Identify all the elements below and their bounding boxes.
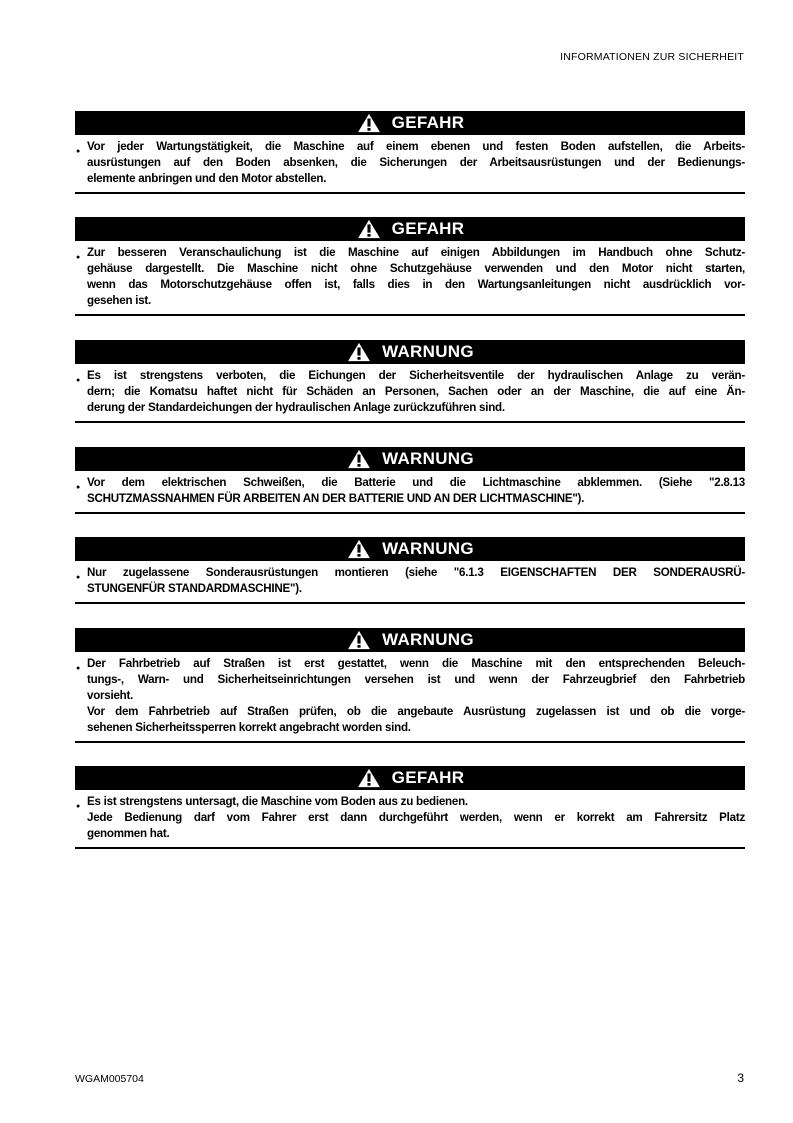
text-line: Zur besseren Veranschaulichung ist die Maschine auf einigen Abbildungen im Handbuch ohne Schutz- (87, 246, 745, 259)
warning-triangle-icon (346, 449, 372, 469)
text-line: Jede Bedienung darf vom Fahrer erst dann durchgeführt werden, wenn er korrekt am Fahrersitz Platz (87, 811, 745, 824)
signal-word: WARNUNG (382, 449, 474, 468)
signal-word-bar (75, 628, 745, 652)
text-line: gehäuse dargestellt. Die Maschine nicht ohne Schutzgehäuse verwenden und den Motor nicht starten, (87, 262, 745, 275)
warning-triangle-icon (356, 219, 382, 239)
bullet-icon: ● (76, 574, 80, 581)
notice-text (75, 364, 745, 423)
notice-text (75, 241, 745, 316)
bullet-icon: ● (76, 254, 80, 261)
notice-text (75, 471, 745, 514)
bullet-icon: ● (76, 665, 80, 672)
signal-word: GEFAHR (391, 113, 465, 132)
notice-text (75, 790, 745, 849)
bullet-icon: ● (76, 484, 80, 491)
safety-notice-gefahr (75, 217, 745, 316)
text-line: Vor dem elektrischen Schweißen, die Batterie und die Lichtmaschine abklemmen. (Siehe "2.8.13 (87, 476, 745, 489)
warning-triangle-icon (346, 342, 372, 362)
notice-text (75, 135, 745, 194)
text-line: Der Fahrbetrieb auf Straßen ist erst gestattet, wenn die Maschine mit den entsprechenden Beleuch- (87, 657, 745, 670)
text-line: vorsieht. (87, 689, 134, 702)
text-line: Nur zugelassene Sonderausrüstungen montieren (siehe "6.1.3 EIGENSCHAFTEN DER SONDERAUSRÜ- (87, 566, 745, 579)
safety-notice-gefahr (75, 111, 745, 194)
safety-notice-gefahr (75, 766, 745, 849)
text-line: Es ist strengstens verboten, die Eichungen der Sicherheitsventile der hydraulischen Anlage zu verän- (87, 369, 745, 382)
text-line: SCHUTZMASSNAHMEN FÜR ARBEITEN AN DER BATTERIE UND AN DER LICHTMASCHINE"). (87, 492, 585, 505)
warning-triangle-icon (356, 768, 382, 788)
signal-word: GEFAHR (391, 768, 465, 787)
text-line: derung der Standardeichungen der hydraulischen Anlage zurückzuführen sind. (87, 401, 505, 414)
notice-text (75, 652, 745, 743)
safety-notice-warnung (75, 447, 745, 514)
warning-triangle-icon (346, 630, 372, 650)
bullet-icon: ● (76, 148, 80, 155)
text-line: elemente anbringen und den Motor abstellen. (87, 172, 327, 185)
text-line: STUNGENFÜR STANDARDMASCHINE"). (87, 582, 302, 595)
safety-notice-warnung (75, 537, 745, 604)
signal-word: WARNUNG (382, 630, 474, 649)
signal-word-bar (75, 340, 745, 364)
text-line: genommen hat. (87, 827, 170, 840)
notice-text (75, 561, 745, 604)
text-line: gesehen ist. (87, 294, 152, 307)
signal-word-bar (75, 217, 745, 241)
text-line: ausrüstungen auf den Boden absenken, die Sicherungen der Arbeitsausrüstungen und der Bedienungs- (87, 156, 745, 169)
text-line: Vor jeder Wartungstätigkeit, die Maschine auf einem ebenen und festen Boden aufstellen, die Arbeits- (87, 140, 745, 153)
warning-triangle-icon (346, 539, 372, 559)
signal-word-bar (75, 447, 745, 471)
signal-word-bar (75, 111, 745, 135)
warning-triangle-icon (356, 113, 382, 133)
safety-notice-warnung (75, 340, 745, 423)
bullet-icon: ● (76, 803, 80, 810)
text-line: wenn das Motorschutzgehäuse offen ist, falls dies in den Wartungsanleitungen nicht ausdrücklich vor- (87, 278, 745, 291)
bullet-icon: ● (76, 377, 80, 384)
text-line: tungs-, Warn- und Sicherheitseinrichtungen versehen ist und wenn der Fahrzeugbrief den Fahrbetrieb (87, 673, 745, 686)
document-code: WGAM005704 (75, 1073, 144, 1085)
text-line: Vor dem Fahrbetrieb auf Straßen prüfen, ob die angebaute Ausrüstung zugelassen ist und ob die vorge- (87, 705, 745, 718)
safety-notice-warnung (75, 628, 745, 743)
text-line: sehenen Sicherheitssperren korrekt angebracht worden sind. (87, 721, 411, 734)
signal-word-bar (75, 537, 745, 561)
signal-word: WARNUNG (382, 342, 474, 361)
signal-word: GEFAHR (391, 219, 465, 238)
text-line: Es ist strengstens untersagt, die Maschine vom Boden aus zu bedienen. (87, 795, 468, 808)
signal-word: WARNUNG (382, 539, 474, 558)
page-number: 3 (737, 1071, 744, 1085)
running-header: INFORMATIONEN ZUR SICHERHEIT (560, 51, 744, 63)
signal-word-bar (75, 766, 745, 790)
text-line: dern; die Komatsu haftet nicht für Schäden an Personen, Sachen oder an der Maschine, die auf eine Än- (87, 385, 745, 398)
